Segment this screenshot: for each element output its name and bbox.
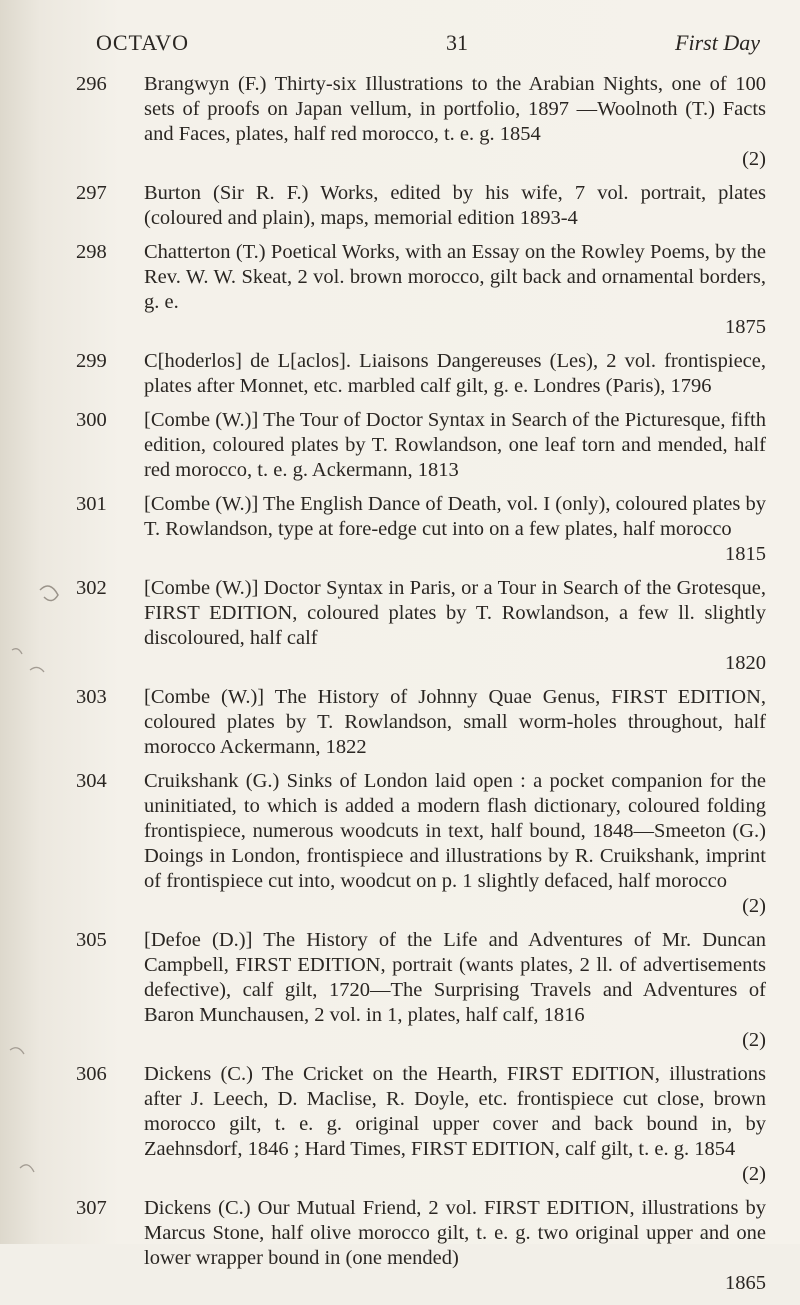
lot-description: Burton (Sir R. F.) Works, edited by his wife, 7 vol. portrait, plates (coloured and plain), maps, memorial edition 1893-4 (144, 182, 766, 229)
lot-number: 305 (76, 929, 107, 951)
lot-number: 298 (76, 241, 107, 263)
lot-quantity: (2) (742, 1029, 766, 1051)
page-number: 31 (446, 30, 468, 55)
margin-pencil-marks (0, 0, 70, 1244)
lot-entry (76, 349, 766, 399)
lot-list (76, 72, 766, 1305)
lot-date: 1815 (725, 543, 766, 565)
lot-description: [Combe (W.)] Doctor Syntax in Paris, or a Tour in Search of the Grotesque, FIRST EDITION, coloured plates by T. Rowlandson, a few ll. slightly discoloured, half calf (144, 577, 766, 649)
lot-description: [Combe (W.)] The English Dance of Death, vol. I (only), coloured plates by T. Rowlandson, type at fore-edge cut into on a few plates, half morocco (144, 493, 766, 540)
lot-entry (76, 769, 766, 919)
lot-description: [Defoe (D.)] The History of the Life and Adventures of Mr. Duncan Campbell, FIRST EDITION, portrait (wants plates, 2 ll. of advertisements defective), calf gilt, 1720—The Surprising Travels and Adventures of Baron Munchausen, 2 vol. in 1, plates, half calf, 1816 (144, 929, 766, 1026)
lot-number: 297 (76, 182, 107, 204)
lot-entry (76, 576, 766, 676)
lot-entry (76, 408, 766, 483)
lot-number: 302 (76, 577, 107, 599)
lot-description: Brangwyn (F.) Thirty-six Illustrations to the Arabian Nights, one of 100 sets of proofs on Japan vellum, in portfolio, 1897 —Woolnoth (T.) Facts and Faces, plates, half red morocco, t. e. g. 1854 (144, 73, 766, 145)
lot-number: 304 (76, 770, 107, 792)
header-format: OCTAVO (96, 30, 190, 55)
lot-entry (76, 685, 766, 760)
lot-entry (76, 492, 766, 567)
lot-description: Dickens (C.) Our Mutual Friend, 2 vol. FIRST EDITION, illustrations by Marcus Stone, half olive morocco gilt, t. e. g. two original upper and one lower wrapper bound in (one mended) (144, 1197, 766, 1269)
header-sale-day: First Day (675, 30, 760, 55)
lot-description: [Combe (W.)] The Tour of Doctor Syntax in Search of the Picturesque, fifth edition, coloured plates by T. Rowlandson, one leaf torn and mended, half red morocco, t. e. g. Ackermann, 1813 (144, 409, 766, 481)
lot-entry (76, 72, 766, 172)
lot-number: 300 (76, 409, 107, 431)
lot-entry (76, 1062, 766, 1187)
page-header (96, 30, 760, 60)
lot-number: 299 (76, 350, 107, 372)
lot-number: 307 (76, 1197, 107, 1219)
lot-entry (76, 240, 766, 340)
lot-description: Chatterton (T.) Poetical Works, with an Essay on the Rowley Poems, by the Rev. W. W. Skeat, 2 vol. brown morocco, gilt back and ornamental borders, g. e. (144, 241, 766, 313)
lot-date: 1875 (725, 316, 766, 338)
lot-quantity: (2) (742, 895, 766, 917)
lot-number: 303 (76, 686, 107, 708)
lot-description: C[hoderlos] de L[aclos]. Liaisons Dangereuses (Les), 2 vol. frontispiece, plates after Monnet, etc. marbled calf gilt, g. e. Londres (Paris), 1796 (144, 350, 766, 397)
lot-number: 296 (76, 73, 107, 95)
lot-quantity: (2) (742, 1163, 766, 1185)
lot-date: 1865 (725, 1272, 766, 1294)
lot-description: [Combe (W.)] The History of Johnny Quae Genus, FIRST EDITION, coloured plates by T. Rowlandson, small worm-holes throughout, half morocco Ackermann, 1822 (144, 686, 766, 758)
lot-entry (76, 1196, 766, 1296)
lot-number: 306 (76, 1063, 107, 1085)
lot-number: 301 (76, 493, 107, 515)
lot-entry (76, 181, 766, 231)
lot-entry (76, 928, 766, 1053)
lot-description: Cruikshank (G.) Sinks of London laid open : a pocket companion for the uninitiated, to which is added a modern flash dictionary, coloured folding frontispiece, numerous woodcuts in text, half bound, 1848—Smeeton (G.) Doings in London, frontispiece and illustrations by R. Cruikshank, imprint of frontispiece cut into, woodcut on p. 1 slightly defaced, half morocco (144, 770, 766, 892)
lot-quantity: (2) (742, 148, 766, 170)
lot-date: 1820 (725, 652, 766, 674)
lot-description: Dickens (C.) The Cricket on the Hearth, FIRST EDITION, illustrations after J. Leech, D. Maclise, R. Doyle, etc. frontispiece cut close, brown morocco gilt, t. e. g. original upper cover and back bound in, by Zaehnsdorf, 1846 ; Hard Times, FIRST EDITION, calf gilt, t. e. g. 1854 (144, 1063, 766, 1160)
